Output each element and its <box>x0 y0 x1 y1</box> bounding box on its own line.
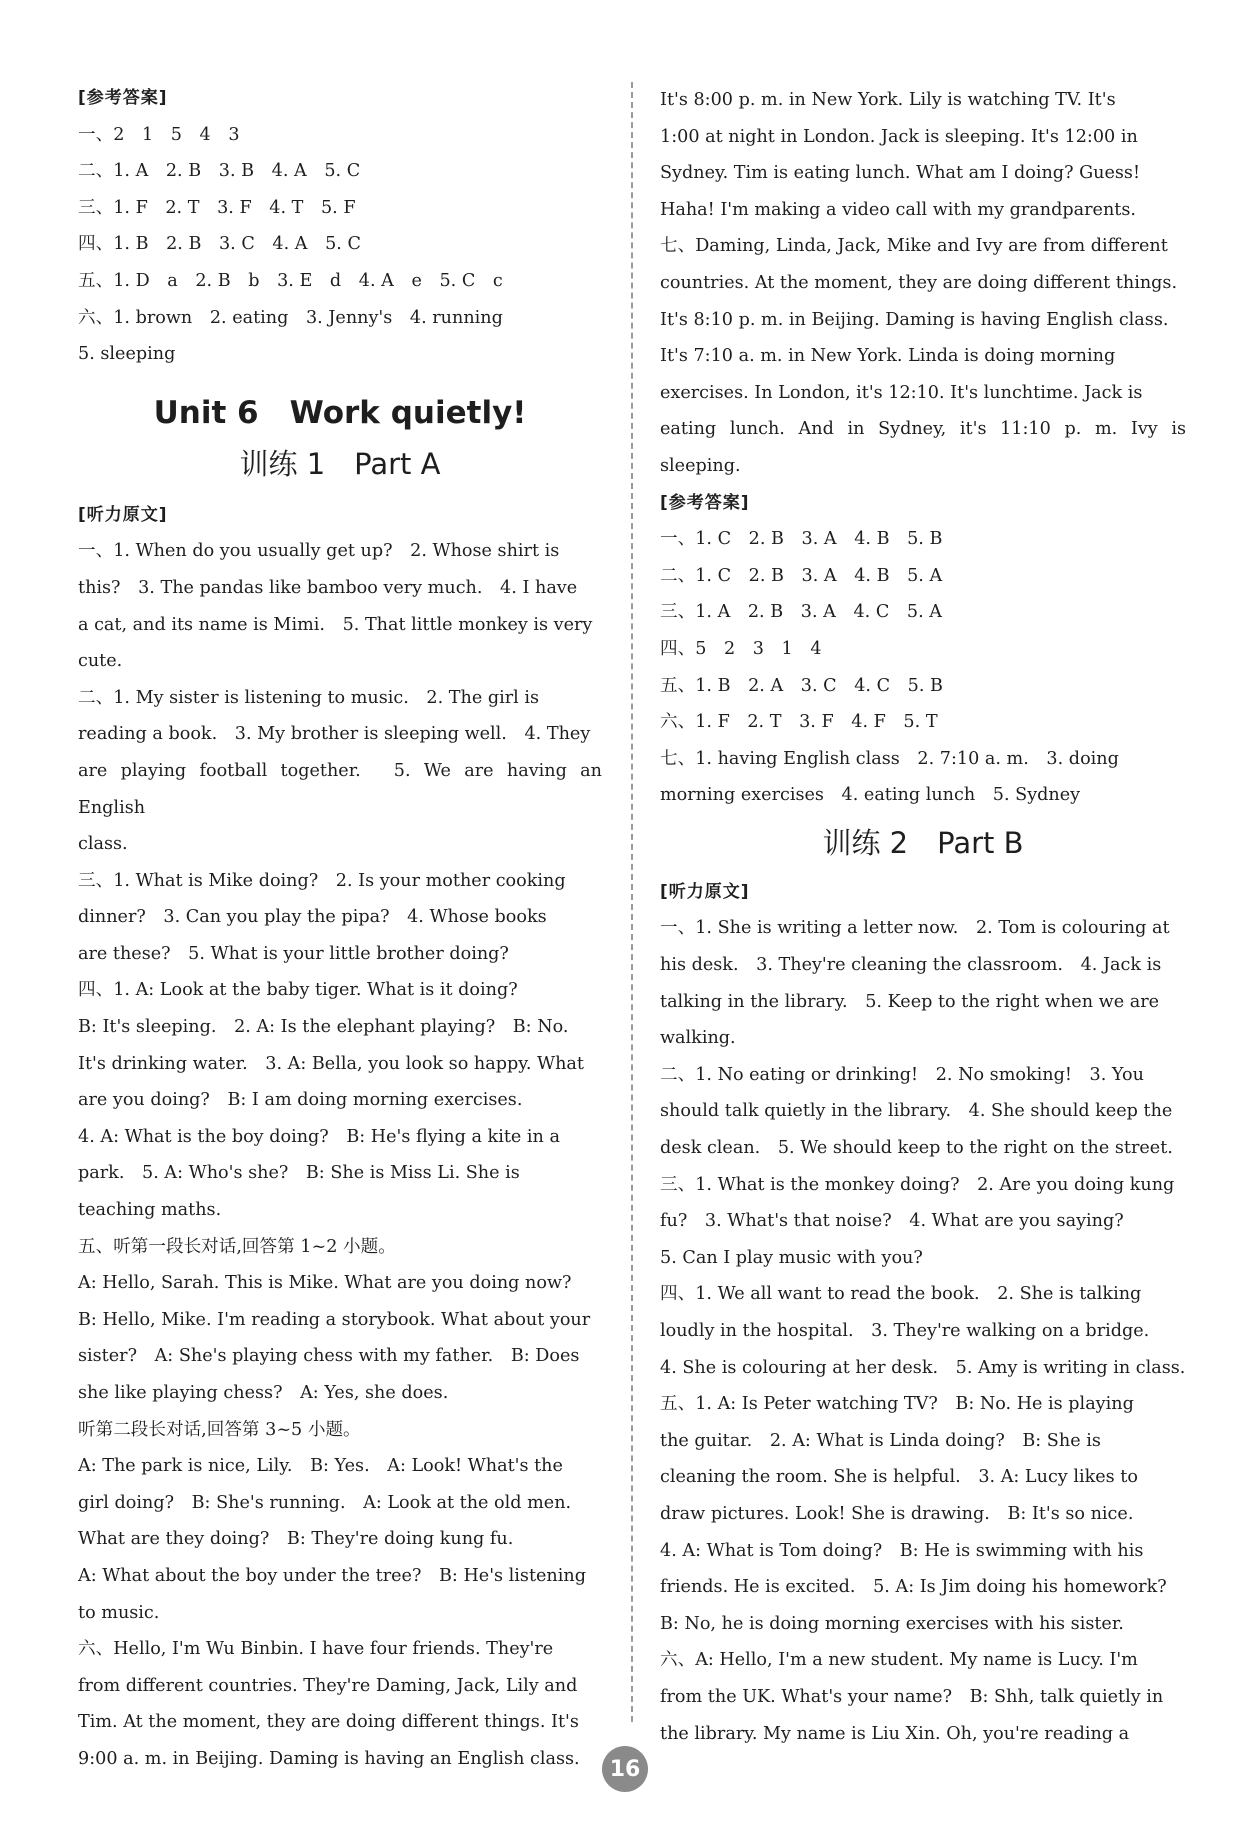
text-line: B: It's sleeping. 2. A: Is the elephant playing? B: No. <box>78 1017 569 1038</box>
prev-answers-block <box>78 117 602 373</box>
text-line: are you doing? B: I am doing morning exercises. <box>78 1090 523 1111</box>
text-line: dinner? 3. Can you play the pipa? 4. Whose books <box>78 907 547 928</box>
answer-line: 5. sleeping <box>78 344 176 365</box>
answer-line: 一、1. C 2. B 3. A 4. B 5. B <box>660 529 943 550</box>
part-a-answers-block <box>660 521 1186 814</box>
text-line: B: No, he is doing morning exercises with his sister. <box>660 1613 1124 1634</box>
text-line: 5. Can I play music with you? <box>660 1247 923 1268</box>
answer-line: 三、1. F 2. T 3. F 4. T 5. F <box>78 197 356 218</box>
text-line: 4. A: What is Tom doing? B: He is swimming with his <box>660 1540 1144 1561</box>
text-line: 4. She is colouring at her desk. 5. Amy is writing in class. <box>660 1357 1186 1378</box>
text-line: A: Hello, Sarah. This is Mike. What are you doing now? <box>78 1273 572 1294</box>
text-line: Haha! I'm making a video call with my grandparents. <box>660 199 1136 220</box>
listening-tag: [听力原文] <box>660 881 750 902</box>
unit-title: Unit 6 Work quietly! <box>153 394 527 431</box>
answer-line: 二、1. A 2. B 3. B 4. A 5. C <box>78 161 361 182</box>
text-line: walking. <box>660 1028 736 1049</box>
page-number: 16 <box>602 1746 648 1792</box>
text-line: What are they doing? B: They're doing kung fu. <box>78 1529 514 1550</box>
text-line: are playing football together. 5. We are having an English <box>78 760 602 818</box>
text-line: eating lunch. And in Sydney, it's 11:10 p. m. Ivy is sleeping. <box>660 419 1186 476</box>
text-line: exercises. In London, it's 12:10. It's lunchtime. Jack is <box>660 382 1143 403</box>
answer-line: 七、1. having English class 2. 7:10 a. m. 3. doing <box>660 748 1119 769</box>
text-line: 三、1. What is the monkey doing? 2. Are you doing kung <box>660 1174 1175 1195</box>
text-line: from the UK. What's your name? B: Shh, talk quietly in <box>660 1686 1164 1707</box>
text-line: friends. He is excited. 5. A: Is Jim doing his homework? <box>660 1577 1167 1598</box>
answer-tag: [参考答案] <box>78 88 168 108</box>
answer-line: 二、1. C 2. B 3. A 4. B 5. A <box>660 565 943 586</box>
text-line: talking in the library. 5. Keep to the right when we are <box>660 991 1160 1012</box>
answer-line: 四、1. B 2. B 3. C 4. A 5. C <box>78 234 361 255</box>
text-line: class. <box>78 834 128 855</box>
text-line: 五、听第一段长对话,回答第 1~2 小题。 <box>78 1236 396 1257</box>
text-line: sister? A: She's playing chess with my father. B: Does <box>78 1346 580 1367</box>
text-line: 四、1. We all want to read the book. 2. She is talking <box>660 1284 1142 1305</box>
text-line: It's 8:00 p. m. in New York. Lily is watching TV. It's <box>660 90 1116 110</box>
text-line: should talk quietly in the library. 4. She should keep the <box>660 1101 1173 1122</box>
text-line: It's 8:10 p. m. in Beijing. Daming is having English class. <box>660 309 1169 330</box>
text-line: draw pictures. Look! She is drawing. B: It's so nice. <box>660 1503 1134 1524</box>
text-line: are these? 5. What is your little brother doing? <box>78 943 509 964</box>
part-b-title: 训练 2 Part B <box>822 825 1024 860</box>
answer-line: 五、1. D a 2. B b 3. E d 4. A e 5. C c <box>78 270 503 291</box>
text-line: A: What about the boy under the tree? B: He's listening <box>78 1565 586 1586</box>
text-line: 一、1. When do you usually get up? 2. Whose shirt is <box>78 541 560 562</box>
text-line: 七、Daming, Linda, Jack, Mike and Ivy are from different <box>660 236 1168 257</box>
text-line: B: Hello, Mike. I'm reading a storybook. What about your <box>78 1309 591 1330</box>
text-line: fu? 3. What's that noise? 4. What are you saying? <box>660 1211 1124 1232</box>
continued-listening-block <box>660 82 1186 485</box>
text-line: this? 3. The pandas like bamboo very much. 4. I have <box>78 577 578 598</box>
text-line: park. 5. A: Who's she? B: She is Miss Li. She is <box>78 1163 520 1184</box>
answer-line: 一、2 1 5 4 3 <box>78 124 240 145</box>
text-line: 四、1. A: Look at the baby tiger. What is it doing? <box>78 980 518 1001</box>
part-a-title: 训练 1 Part A <box>239 446 441 481</box>
listening-tag: [听力原文] <box>78 504 168 525</box>
text-line: 一、1. She is writing a letter now. 2. Tom is colouring at <box>660 918 1170 939</box>
text-line: It's drinking water. 3. A: Bella, you look so happy. What <box>78 1053 584 1074</box>
right-column <box>660 82 1186 1752</box>
answer-line: 四、5 2 3 1 4 <box>660 638 822 659</box>
text-line: girl doing? B: She's running. A: Look at the old men. <box>78 1492 572 1513</box>
text-line: 4. A: What is the boy doing? B: He's flying a kite in a <box>78 1126 560 1147</box>
text-line: she like playing chess? A: Yes, she does. <box>78 1383 449 1403</box>
text-line: cleaning the room. She is helpful. 3. A: Lucy likes to <box>660 1467 1138 1488</box>
text-line: loudly in the hospital. 3. They're walking on a bridge. <box>660 1321 1150 1341</box>
text-line: desk clean. 5. We should keep to the right on the street. <box>660 1138 1173 1159</box>
answer-line: morning exercises 4. eating lunch 5. Sydney <box>660 785 1081 806</box>
answer-line: 三、1. A 2. B 3. A 4. C 5. A <box>660 602 942 623</box>
text-line: 二、1. No eating or drinking! 2. No smoking! 3. You <box>660 1064 1144 1085</box>
listening-text-block <box>78 533 602 1777</box>
text-line: to music. <box>78 1602 160 1623</box>
text-line: 二、1. My sister is listening to music. 2. The girl is <box>78 687 540 708</box>
answer-line: 五、1. B 2. A 3. C 4. C 5. B <box>660 675 943 696</box>
text-line: Sydney. Tim is eating lunch. What am I doing? Guess! <box>660 163 1141 184</box>
text-line: teaching maths. <box>78 1200 222 1221</box>
answer-line: 六、1. brown 2. eating 3. Jenny's 4. running <box>78 307 503 328</box>
answer-tag: [参考答案] <box>660 492 750 513</box>
listening-text-block <box>660 910 1186 1752</box>
text-line: 五、1. A: Is Peter watching TV? B: No. He is playing <box>660 1394 1134 1415</box>
text-line: from different countries. They're Daming, Jack, Lily and <box>78 1675 578 1696</box>
text-line: A: The park is nice, Lily. B: Yes. A: Look! What's the <box>78 1456 563 1477</box>
answer-line: 六、1. F 2. T 3. F 4. F 5. T <box>660 712 938 733</box>
text-line: a cat, and its name is Mimi. 5. That little monkey is very <box>78 614 593 635</box>
text-line: 听第二段长对话,回答第 3~5 小题。 <box>78 1419 361 1440</box>
text-line: Tim. At the moment, they are doing different things. It's <box>78 1712 579 1733</box>
text-line: 六、Hello, I'm Wu Binbin. I have four friends. They're <box>78 1639 554 1660</box>
column-divider <box>631 82 633 1722</box>
text-line: It's 7:10 a. m. in New York. Linda is doing morning <box>660 346 1116 367</box>
text-line: cute. <box>78 651 123 672</box>
text-line: the library. My name is Liu Xin. Oh, you're reading a <box>660 1723 1130 1744</box>
left-column <box>78 80 602 1778</box>
text-line: countries. At the moment, they are doing different things. <box>660 272 1178 293</box>
text-line: 1:00 at night in London. Jack is sleeping. It's 12:00 in <box>660 126 1138 147</box>
text-line: 六、A: Hello, I'm a new student. My name is Lucy. I'm <box>660 1650 1138 1671</box>
text-line: his desk. 3. They're cleaning the classroom. 4. Jack is <box>660 955 1162 976</box>
text-line: the guitar. 2. A: What is Linda doing? B: She is <box>660 1430 1101 1451</box>
text-line: 9:00 a. m. in Beijing. Daming is having an English class. <box>78 1748 580 1769</box>
text-line: 三、1. What is Mike doing? 2. Is your mother cooking <box>78 870 566 891</box>
text-line: reading a book. 3. My brother is sleeping well. 4. They <box>78 724 591 745</box>
